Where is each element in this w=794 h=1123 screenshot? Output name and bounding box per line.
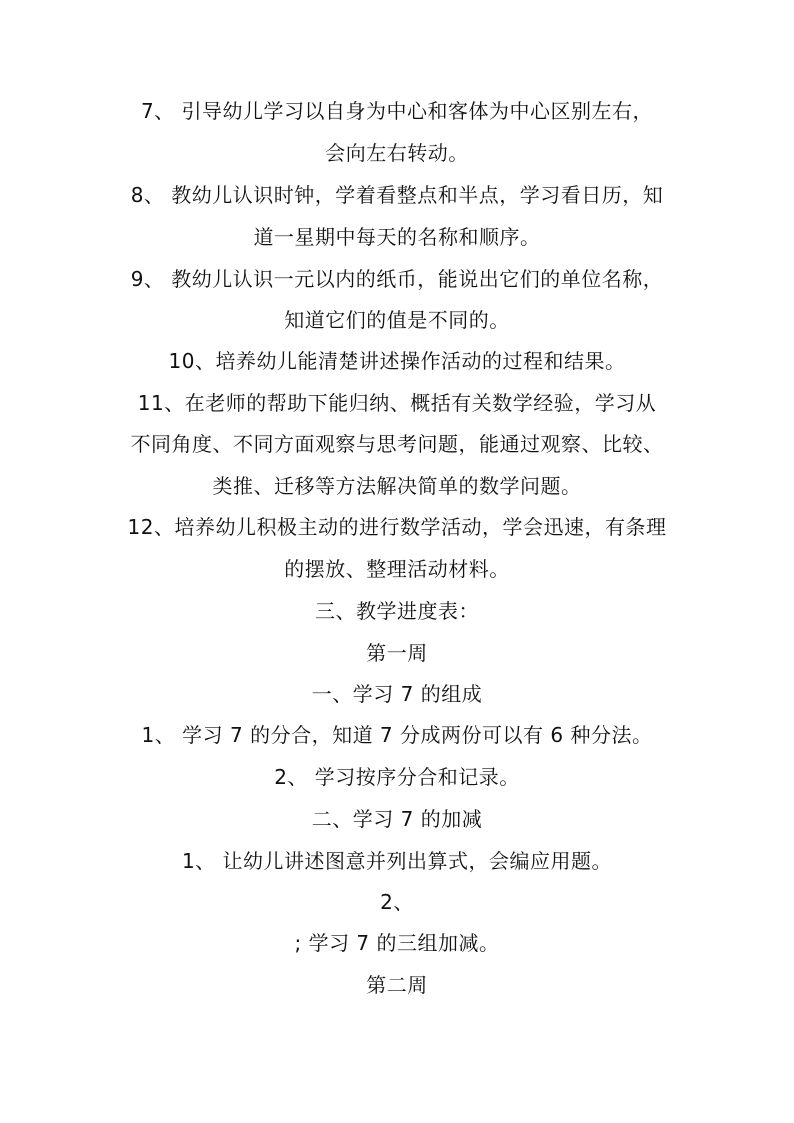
week-heading-1: 第一周 <box>366 641 428 665</box>
text-line-goal-9: 9、 教幼儿认识一元以内的纸币，能说出它们的单位名称， <box>130 267 664 291</box>
topic-item-1: 1、 学习 7 的分合，知道 7 分成两份可以有 6 种分法。 <box>141 723 653 747</box>
text-line-goal-11-cont-2: 类推、迁移等方法解决简单的数学问题。 <box>212 474 582 498</box>
text-line-goal-7: 7、 引导幼儿学习以自身为中心和客体为中心区别左右， <box>140 99 654 123</box>
text-line-goal-12: 12、培养幼儿积极主动的进行数学活动，学会迅速，有条理 <box>127 515 667 539</box>
text-line-goal-11-cont-1: 不同角度、不同方面观察与思考问题，能通过观察、比较、 <box>130 432 664 456</box>
topic-item-2: 2、 学习按序分合和记录。 <box>274 765 520 789</box>
text-line-goal-8: 8、 教幼儿认识时钟，学着看整点和半点，学习看日历，知 <box>130 183 664 207</box>
topic-item-2b-text: ; 学习 7 的三组加减。 <box>294 931 500 955</box>
text-line-goal-12-cont: 的摆放、整理活动材料。 <box>284 557 510 581</box>
topic-heading-addition: 二、学习 7 的加减 <box>311 807 483 831</box>
text-line-goal-8-cont: 道一星期中每天的名称和顺序。 <box>253 225 541 249</box>
week-heading-2: 第二周 <box>366 973 428 997</box>
text-line-goal-7-cont: 会向左右转动。 <box>325 141 469 165</box>
text-line-goal-11: 11、在老师的帮助下能归纳、概括有关数学经验，学习从 <box>137 391 657 415</box>
topic-item-2b-number: 2、 <box>380 890 414 914</box>
text-line-goal-9-cont: 知道它们的值是不同的。 <box>284 308 510 332</box>
section-heading-schedule: 三、教学进度表： <box>315 599 479 623</box>
topic-item-1b: 1、 让幼儿讲述图意并列出算式，会编应用题。 <box>181 849 613 873</box>
text-line-goal-10: 10、培养幼儿能清楚讲述操作活动的过程和结果。 <box>168 349 626 373</box>
topic-heading-composition: 一、学习 7 的组成 <box>311 682 483 706</box>
